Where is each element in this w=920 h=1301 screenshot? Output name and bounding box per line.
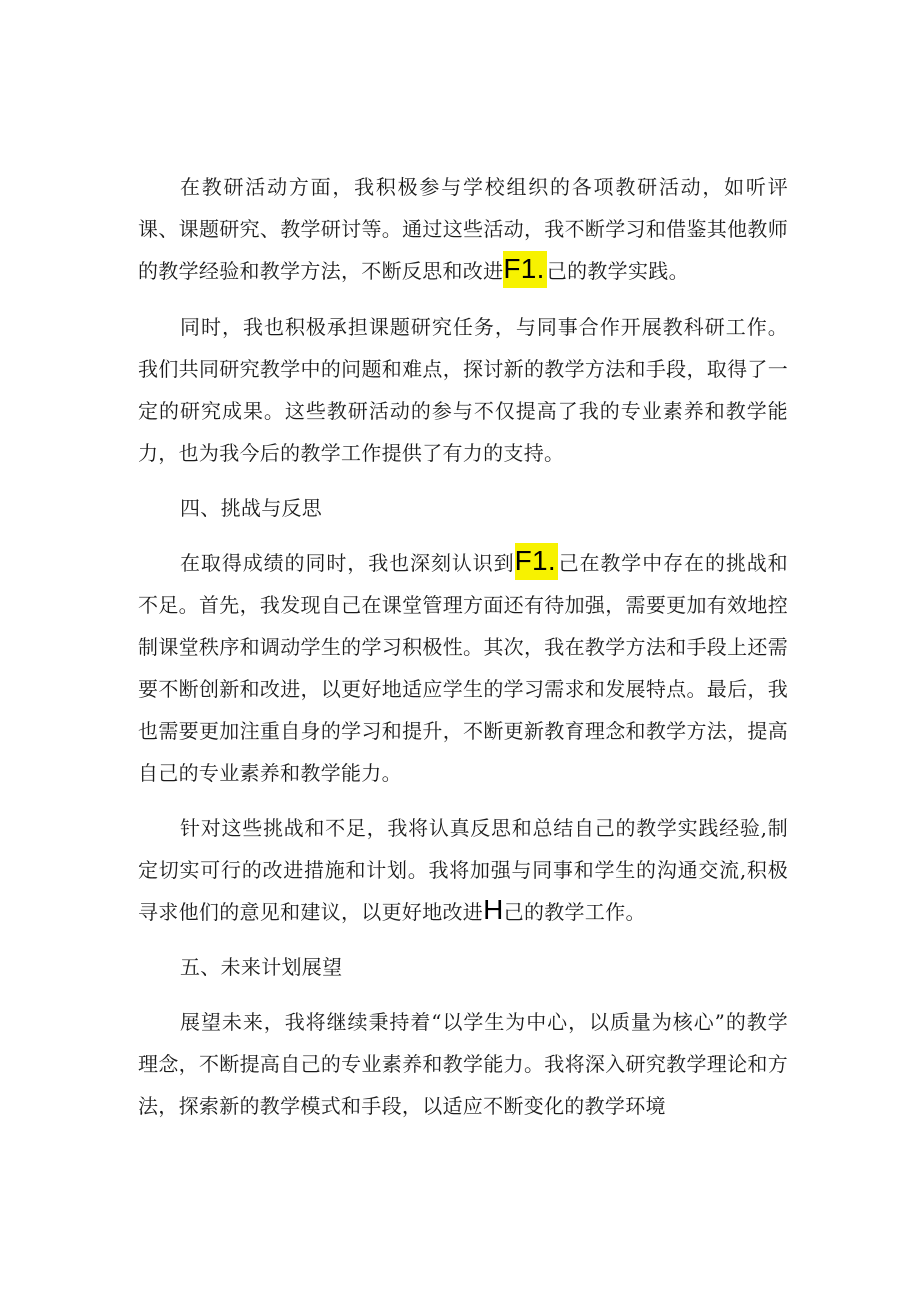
ocr-artifact-highlighted: F1. xyxy=(503,251,546,288)
paragraph-improvement xyxy=(138,807,788,933)
paragraph-text: 针对这些挑战和不足，我将认真反思和总结自己的教学实践经验,制定切实可行的改进措施和计划。我将加强与同事和学生的沟通交流,积极寻求他们的意见和建议，以更好地改进 xyxy=(138,816,788,924)
paragraph-text: 己的教学工作。 xyxy=(503,900,646,924)
paragraph-text: 在教研活动方面，我积极参与学校组织的各项教研活动，如听评课、课题研究、教学研讨等。通过这些活动，我不断学习和借鉴其他教师的教学经验和教学方法，不断反思和改进 xyxy=(138,175,788,283)
section-heading-challenges: 四、挑战与反思 xyxy=(180,496,323,520)
paragraph-text: 己的教学实践。 xyxy=(546,259,689,283)
section-heading-future-plans: 五、未来计划展望 xyxy=(180,955,343,979)
ocr-artifact-highlighted: F1. xyxy=(515,543,558,580)
paragraph-text: 在取得成绩的同时，我也深刻认识到 xyxy=(180,551,515,575)
paragraph-research-projects: 同时，我也积极承担课题研究任务，与同事合作开展教科研工作。我们共同研究教学中的问题和难点，探讨新的教学方法和手段，取得了一定的研究成果。这些教研活动的参与不仅提高了我的专业素养和教学能力，也为我今后的教学工作提供了有力的支持。 xyxy=(138,315,788,465)
paragraph-teaching-research xyxy=(138,166,788,292)
document-body xyxy=(138,166,788,1140)
paragraph-challenges xyxy=(138,542,788,794)
paragraph-text: 己在教学中存在的挑战和不足。首先，我发现自己在课堂管理方面还有待加强，需要更加有效地控制课堂秩序和调动学生的学习积极性。其次，我在教学方法和手段上还需要不断创新和改进，以更好地适应学生的学习需求和发展特点。最后，我也需要更加注重自身的学习和提升，不断更新教育理念和教学方法，提高自己的专业素养和教学能力。 xyxy=(138,551,788,785)
paragraph-future: 展望未来，我将继续秉持着“以学生为中心，以质量为核心”的教学理念，不断提高自己的专业素养和教学能力。我将深入研究教学理论和方法，探索新的教学模式和手段，以适应不断变化的教学环境 xyxy=(138,1010,788,1118)
ocr-artifact: H xyxy=(483,894,504,925)
